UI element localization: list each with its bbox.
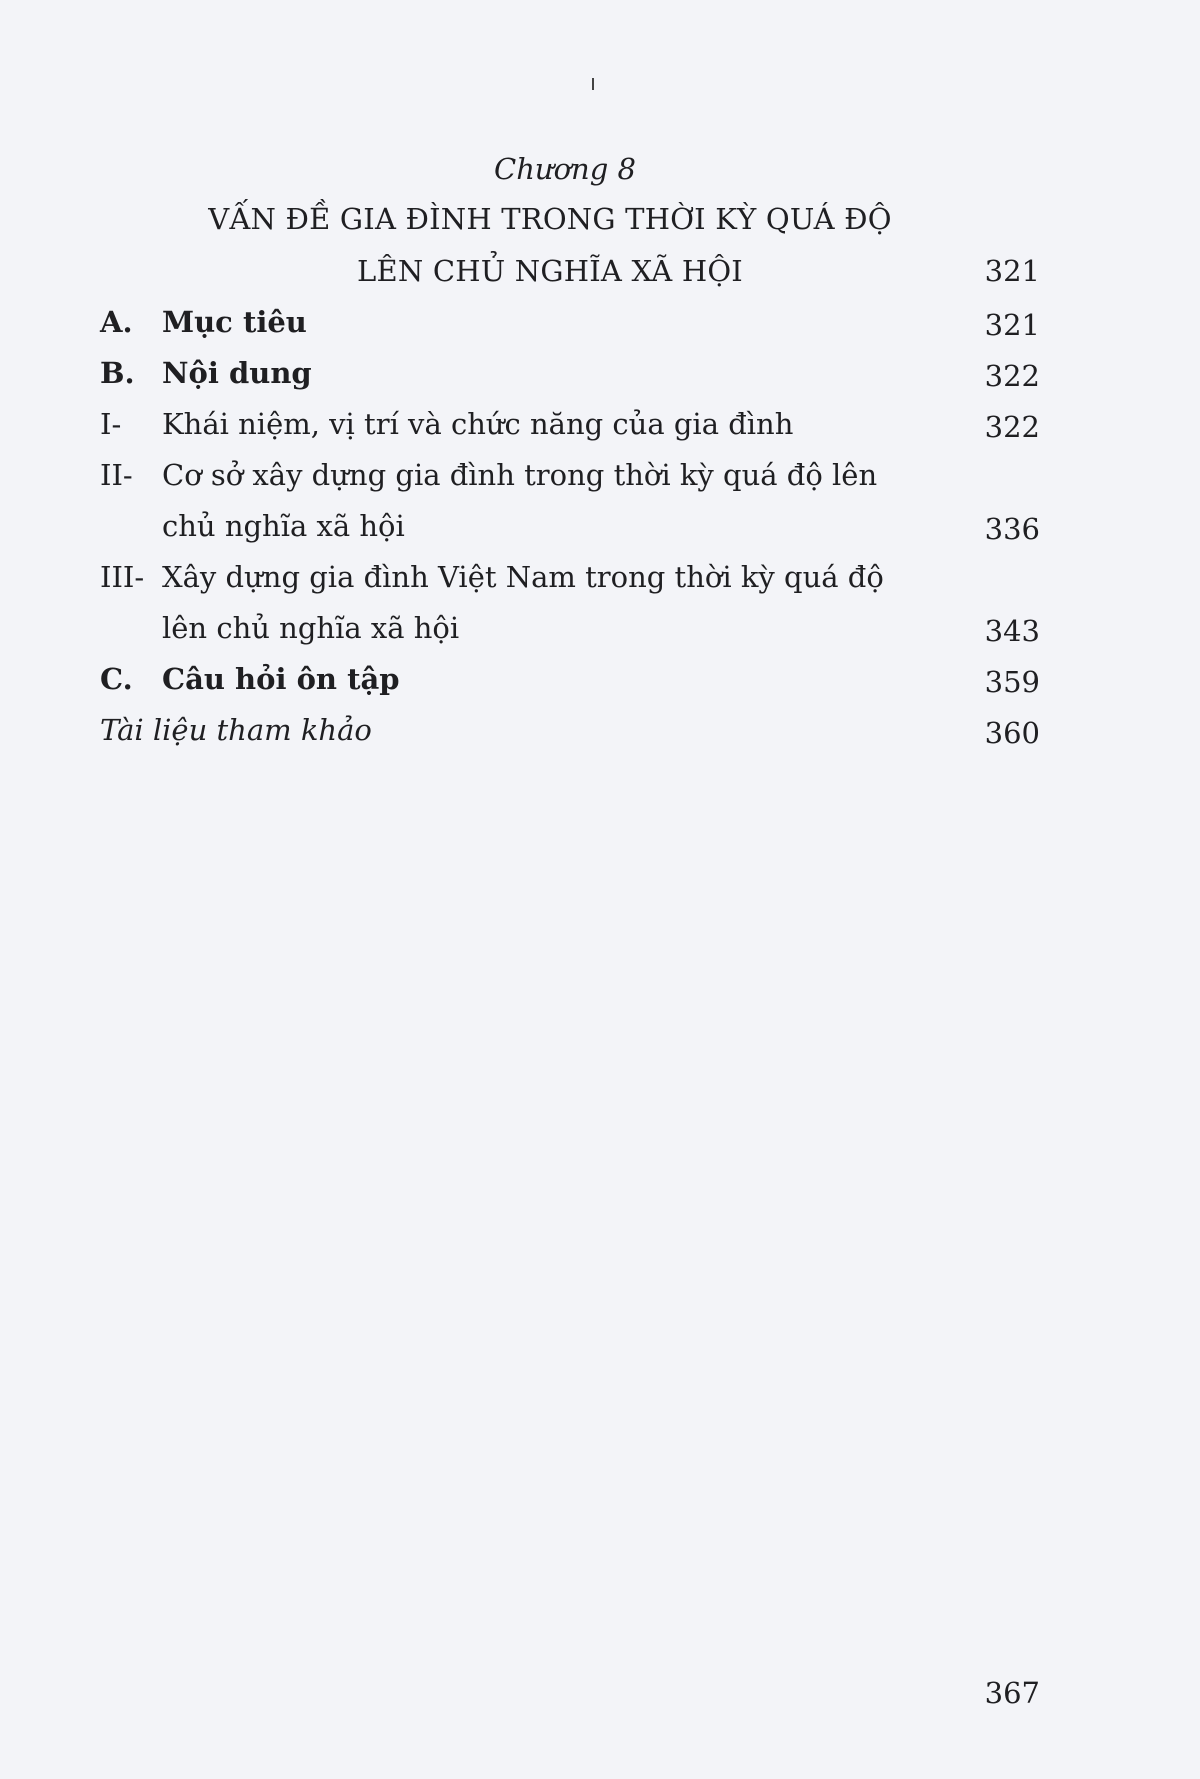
toc-entry-text: Cơ sở xây dựng gia đình trong thời kỳ quá độ lên: [162, 458, 878, 492]
toc-page-number: 322: [984, 359, 1040, 393]
chapter-title-line-1: VẤN ĐỀ GIA ĐÌNH TRONG THỜI KỲ QUÁ ĐỘ: [208, 202, 892, 236]
toc-marker: A.: [100, 305, 133, 339]
toc-page-number: 359: [984, 665, 1040, 699]
toc-entry-text-continued: chủ nghĩa xã hội: [162, 509, 405, 543]
toc-entry-text: Khái niệm, vị trí và chức năng của gia đình: [162, 407, 794, 441]
chapter-title-line-2: LÊN CHỦ NGHĨA XÃ HỘI: [357, 254, 743, 288]
toc-entry-text: Câu hỏi ôn tập: [162, 662, 400, 696]
chapter-page-number: 321: [984, 254, 1040, 288]
toc-entry-text: Tài liệu tham khảo: [100, 713, 372, 747]
toc-page-number: 336: [984, 512, 1040, 546]
toc-entry-text: Nội dung: [162, 356, 312, 390]
toc-entry-text: Mục tiêu: [162, 305, 307, 339]
toc-page-number: 321: [984, 308, 1040, 342]
toc-entry-text: Xây dựng gia đình Việt Nam trong thời kỳ quá độ: [162, 560, 884, 594]
toc-marker: C.: [100, 662, 133, 696]
page-number: 367: [984, 1676, 1040, 1710]
toc-marker: III-: [100, 560, 145, 594]
toc-page-number: 343: [984, 614, 1040, 648]
chapter-label: Chương 8: [494, 152, 636, 186]
toc-marker: B.: [100, 356, 135, 390]
print-mark: [592, 78, 594, 90]
toc-page-number: 322: [984, 410, 1040, 444]
toc-entry-text-continued: lên chủ nghĩa xã hội: [162, 611, 460, 645]
toc-page-number: 360: [984, 716, 1040, 750]
toc-marker: I-: [100, 407, 122, 441]
toc-marker: II-: [100, 458, 133, 492]
